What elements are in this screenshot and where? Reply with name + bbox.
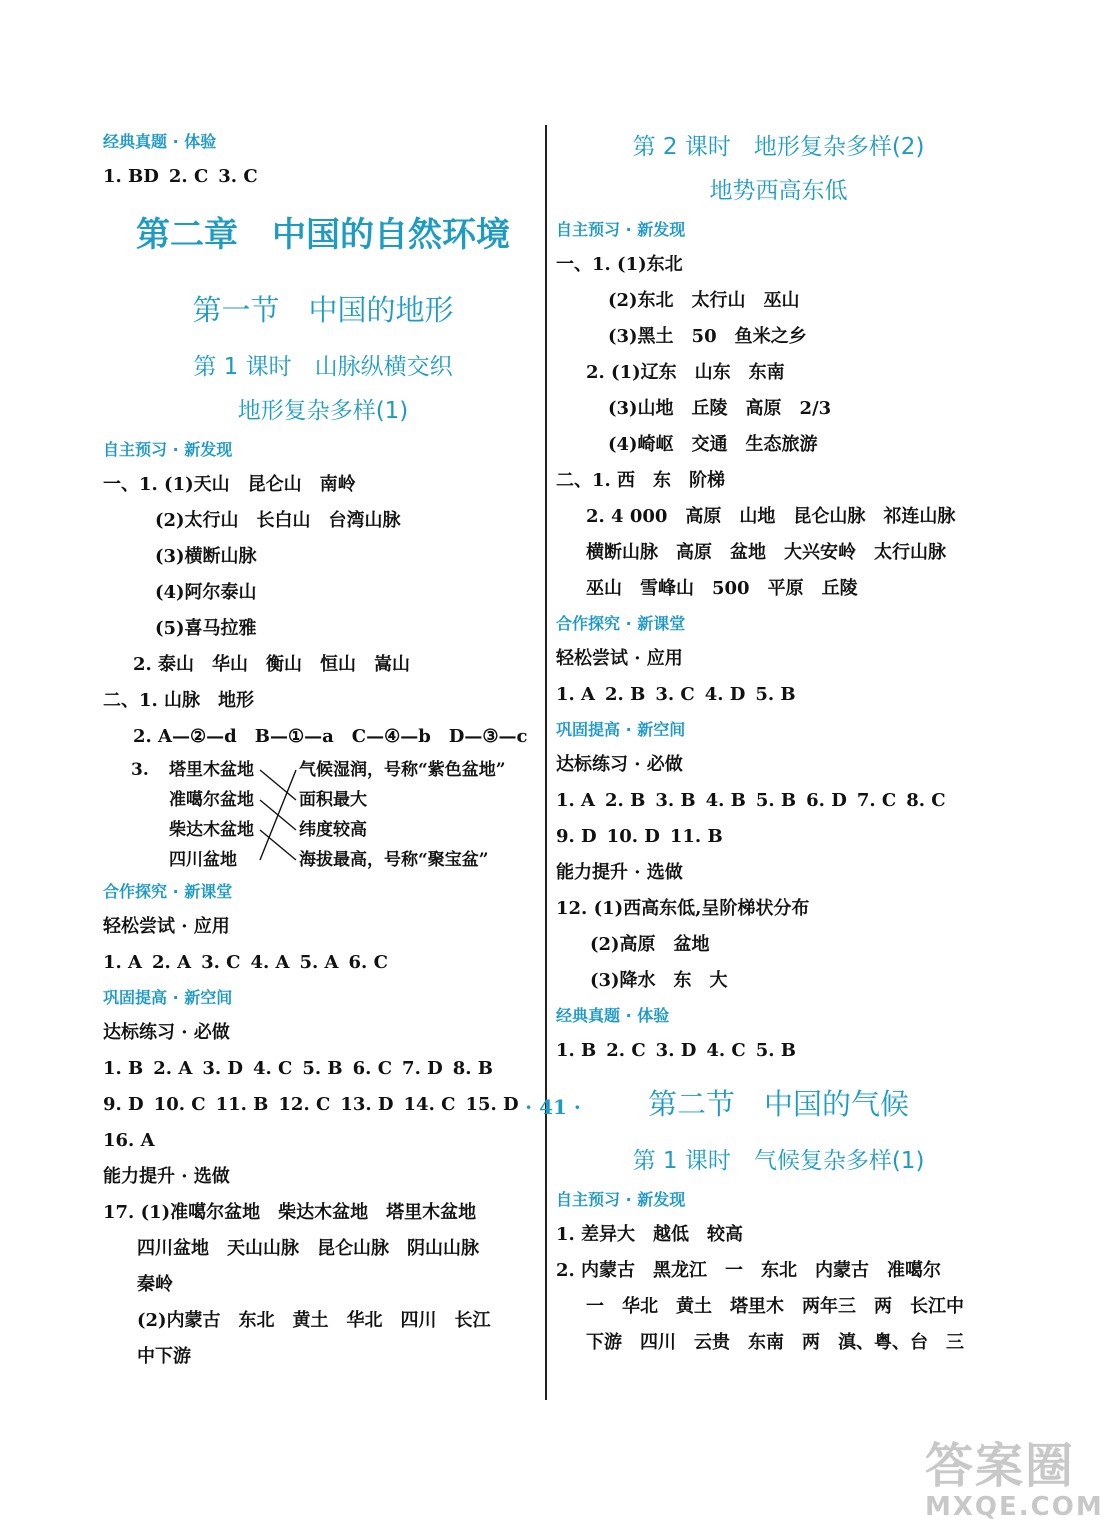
answer: 6. C — [352, 1058, 393, 1079]
answer-row — [103, 1051, 543, 1087]
answer-row — [103, 1123, 543, 1159]
answer: 9. D — [556, 826, 597, 847]
answer-line: (3)黑土 50 鱼米之乡 — [608, 326, 807, 347]
answer-line: 12. (1)西高东低,呈阶梯状分布 — [556, 898, 810, 919]
answer-line: (2)高原 盆地 — [590, 934, 710, 955]
answer-line: 17. (1)准噶尔盆地 柴达木盆地 塔里木盆地 — [103, 1202, 477, 1223]
answer: 2. B — [605, 790, 646, 811]
answer-row — [103, 945, 543, 981]
question-number: 3. — [131, 760, 149, 780]
section-label: 自主预习 · 新发现 — [556, 1190, 686, 1209]
answer: 11. B — [669, 826, 723, 847]
answer: 15. D — [465, 1094, 519, 1115]
answer-line: 横断山脉 高原 盆地 大兴安岭 太行山脉 — [586, 542, 946, 563]
answer: 7. D — [402, 1058, 443, 1079]
page-number: · 41 · — [525, 1095, 581, 1119]
answer-line: 二、1. 山脉 地形 — [103, 690, 255, 711]
answer-line: (2)东北 太行山 巫山 — [608, 290, 800, 311]
answer-row — [556, 677, 1001, 713]
answer-line: 一、1. (1)天山 昆仑山 南岭 — [103, 474, 356, 495]
answer-line: 下游 四川 云贵 东南 两 滇、粤、台 三 — [586, 1332, 964, 1353]
answer-line: 巫山 雪峰山 500 平原 丘陵 — [586, 578, 858, 599]
answer-line: (3)横断山脉 — [155, 546, 257, 567]
basin-item: 塔里木盆地 — [169, 760, 254, 780]
answer: 3. C — [655, 684, 695, 705]
answer-line: 二、1. 西 东 阶梯 — [556, 470, 726, 491]
basin-item: 四川盆地 — [169, 850, 237, 870]
answer-line: (4)崎岖 交通 生态旅游 — [608, 434, 818, 455]
answer-line: 四川盆地 天山山脉 昆仑山脉 阴山山脉 — [137, 1238, 479, 1259]
answer: 16. A — [103, 1130, 155, 1151]
subsection-label: 轻松尝试 · 应用 — [103, 916, 230, 937]
lesson-title: 第 1 课时 山脉纵横交织 — [193, 354, 453, 380]
answer-line: 2. 泰山 华山 衡山 恒山 嵩山 — [133, 654, 411, 675]
column-divider — [545, 125, 547, 1400]
answer: 10. D — [606, 826, 660, 847]
answer: 11. B — [215, 1094, 269, 1115]
answer: 4. C — [252, 1058, 293, 1079]
subsection-label: 达标练习 · 必做 — [103, 1022, 230, 1043]
section-label: 巩固提高 · 新空间 — [103, 988, 233, 1007]
answer: 14. C — [403, 1094, 456, 1115]
answer: 12. C — [278, 1094, 331, 1115]
answer: 5. A — [299, 952, 339, 973]
answer: 2. C — [168, 166, 209, 187]
answer-line: 2. A—②—d B—①—a C—④—b D—③—c — [133, 726, 528, 747]
answer: 4. D — [704, 684, 746, 705]
answer-row — [103, 159, 543, 195]
answer: 2. C — [606, 1040, 646, 1061]
answer: 3. B — [655, 790, 696, 811]
feature-item: 气候湿润，号称“紫色盆地” — [299, 760, 506, 780]
section-label: 经典真题 · 体验 — [103, 132, 217, 151]
answer: 5. B — [302, 1058, 343, 1079]
answer-line: (2)太行山 长白山 台湾山脉 — [155, 510, 401, 531]
section-label: 自主预习 · 新发现 — [556, 220, 686, 239]
answer: 4. A — [250, 952, 290, 973]
answer: 2. A — [153, 1058, 193, 1079]
subsection-label: 能力提升 · 选做 — [556, 862, 683, 883]
basin-list — [169, 755, 254, 875]
answer-line: (5)喜马拉雅 — [155, 618, 257, 639]
answer: 1. A — [556, 790, 596, 811]
answer-row — [556, 783, 1001, 819]
answer: 4. C — [706, 1040, 746, 1061]
answer: 3. C — [201, 952, 241, 973]
answer: 5. B — [755, 790, 797, 811]
answer: 3. D — [655, 1040, 697, 1061]
lesson-title: 第 2 课时 地形复杂多样(2) — [632, 134, 925, 160]
feature-item: 纬度较高 — [299, 820, 367, 840]
watermark-logo — [925, 1438, 1104, 1530]
subsection-label: 能力提升 · 选做 — [103, 1166, 230, 1187]
left-column — [103, 125, 543, 1375]
section-label: 经典真题 · 体验 — [556, 1006, 670, 1025]
answer-line: (4)阿尔泰山 — [155, 582, 257, 603]
matching-lines — [258, 755, 300, 875]
lesson-subtitle: 地势西高东低 — [709, 178, 848, 204]
section-title: 第二节 中国的气候 — [647, 1087, 909, 1121]
answer: 9. D — [103, 1094, 144, 1115]
answer: 1. BD — [103, 166, 159, 187]
answer: 1. B — [103, 1058, 144, 1079]
answer: 4. B — [705, 790, 746, 811]
answer: 10. C — [153, 1094, 206, 1115]
subsection-label: 轻松尝试 · 应用 — [556, 648, 683, 669]
section-label: 合作探究 · 新课堂 — [556, 614, 686, 633]
answer: 3. C — [218, 166, 258, 187]
answer-line: 1. 差异大 越低 较高 — [556, 1224, 744, 1245]
chapter-title: 第二章 中国的自然环境 — [136, 215, 510, 255]
answer: 8. C — [906, 790, 946, 811]
answer: 1. A — [556, 684, 596, 705]
answer: 6. C — [348, 952, 388, 973]
section-label: 巩固提高 · 新空间 — [556, 720, 686, 739]
answer: 8. B — [452, 1058, 493, 1079]
answer: 13. D — [340, 1094, 394, 1115]
answer: 5. B — [755, 1040, 797, 1061]
basin-item: 柴达木盆地 — [169, 820, 254, 840]
feature-list — [299, 755, 506, 875]
lesson-subtitle: 地形复杂多样(1) — [237, 398, 409, 424]
answer-line: (2)内蒙古 东北 黄土 华北 四川 长江 — [137, 1310, 491, 1331]
right-column — [556, 125, 1001, 1361]
answer: 3. D — [202, 1058, 243, 1079]
answer-row — [556, 819, 1001, 855]
answer: 2. A — [152, 952, 192, 973]
basin-item: 准噶尔盆地 — [169, 790, 254, 810]
answer-line: 中下游 — [137, 1346, 191, 1367]
answer-line: 一 华北 黄土 塔里木 两年三 两 长江中 — [586, 1296, 964, 1317]
subsection-label: 达标练习 · 必做 — [556, 754, 683, 775]
answer: 1. B — [556, 1040, 597, 1061]
answer: 2. B — [605, 684, 646, 705]
answer-row — [556, 1033, 1001, 1069]
watermark-url: MXQE.COM — [925, 1492, 1104, 1522]
answer: 5. B — [755, 684, 796, 705]
answer-line: 2. 4 000 高原 山地 昆仑山脉 祁连山脉 — [586, 506, 956, 527]
lesson-title: 第 1 课时 气候复杂多样(1) — [632, 1148, 925, 1174]
answer-line: 秦岭 — [137, 1274, 173, 1295]
answer: 7. C — [856, 790, 897, 811]
feature-item: 海拔最高，号称“聚宝盆” — [299, 850, 489, 870]
answer-line: 2. (1)辽东 山东 东南 — [586, 362, 785, 383]
section-label: 合作探究 · 新课堂 — [103, 882, 233, 901]
answer: 1. A — [103, 952, 143, 973]
answer-line: (3)山地 丘陵 高原 2/3 — [608, 398, 832, 419]
answer-line: (3)降水 东 大 — [590, 970, 728, 991]
feature-item: 面积最大 — [299, 790, 367, 810]
answer-line: 一、1. (1)东北 — [556, 254, 683, 275]
watermark-text: 答案圈 — [925, 1438, 1076, 1494]
section-title: 第一节 中国的地形 — [192, 293, 454, 327]
answer-line: 2. 内蒙古 黑龙江 一 东北 内蒙古 准噶尔 — [556, 1260, 942, 1281]
section-label: 自主预习 · 新发现 — [103, 440, 233, 459]
matching-diagram — [103, 755, 543, 875]
answer: 6. D — [806, 790, 847, 811]
